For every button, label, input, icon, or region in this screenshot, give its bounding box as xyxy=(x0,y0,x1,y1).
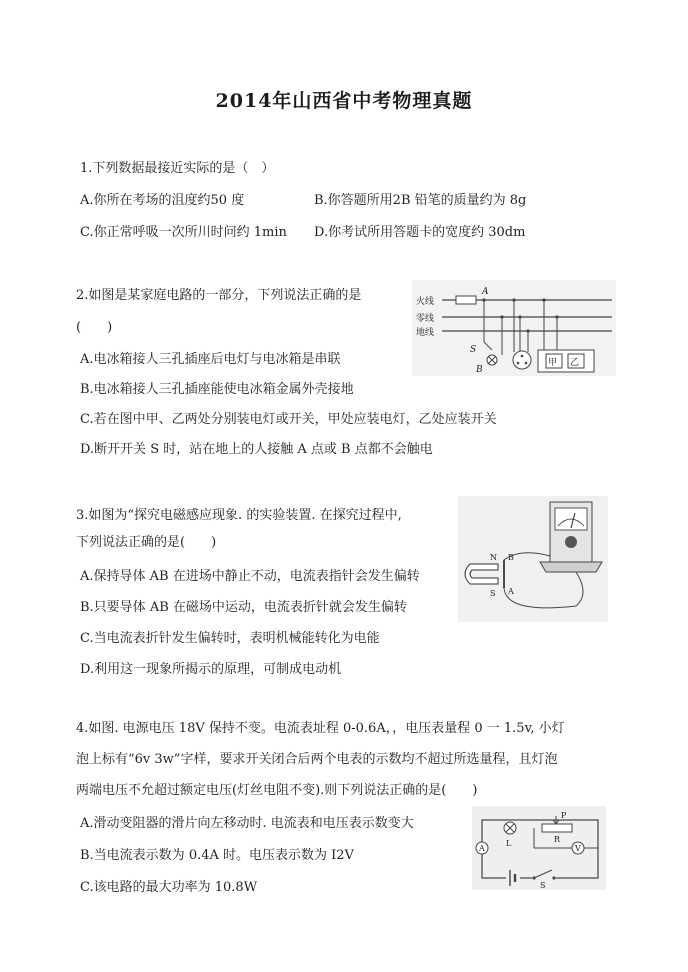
q4-stem-line1: 4.如图. 电源电压 18V 保持不变。电流表址程 0-0.6A，，电压表量程 0 一 1.5v, 小灯 xyxy=(76,721,565,736)
q2-answer-paren: ( ) xyxy=(76,320,113,335)
magnet-n-label: N xyxy=(490,553,497,562)
magnet-s-label: S xyxy=(490,589,496,598)
q2-stem: 2.如图是某家庭电路的一部分，下列说法正确的是 xyxy=(76,288,362,303)
point-a-label: A xyxy=(482,287,489,297)
q1-stem: 1.下列数据最接近实际的是（ ） xyxy=(80,161,275,176)
q4-stem-line3: 两端电压不允超过额定电压(灯丝电阻不变).则下列说法正确的是( ) xyxy=(76,783,478,798)
conductor-b-label: B xyxy=(508,553,514,562)
page-title: 2014年山西省中考物理真题 xyxy=(215,90,473,112)
neutral-wire-label: 零线 xyxy=(416,314,435,324)
switch-s-label: S xyxy=(470,345,477,355)
fuse xyxy=(456,296,476,304)
q3-option-a: A.保持导体 AB 在进场中静止不动，电流表指针会发生偏转 xyxy=(80,569,420,584)
position-jia-label: 甲 xyxy=(548,358,558,368)
voltmeter-v-label: V xyxy=(575,844,581,853)
q4-option-c: C.该电路的最大功率为 10.8W xyxy=(80,880,258,895)
q2-option-d: D.断开开关 S 时，站在地上的人接触 A 点或 B 点都不会触电 xyxy=(80,442,433,457)
point-b-label: B xyxy=(476,365,483,375)
q3-option-d: D.利用这一现象所揭示的原理，可制成电动机 xyxy=(80,662,342,677)
switch-s-label: S xyxy=(540,881,546,890)
q2-option-b: B.电冰箱接人三孔插座能使电冰箱金属外壳接地 xyxy=(80,382,354,397)
q1-option-a: A.你所在考场的沮度约50 度 xyxy=(80,193,245,208)
q2-option-c: C.若在图中甲、乙两处分别装电灯或开关，甲处应装电灯，乙处应装开关 xyxy=(80,412,497,427)
live-wire-label: 火线 xyxy=(416,297,435,307)
q2-option-a: A.电冰箱接人三孔插座后电灯与电冰箱是串联 xyxy=(80,352,341,367)
q3-option-c: C.当电流表折针发生偏转时，表明机械能转化为电能 xyxy=(80,631,380,646)
q1-option-d: D.你考试所用答题卡的宽度约 30dm xyxy=(314,225,526,240)
q1-option-c: C.你正常呼吸一次所川时问约 1min xyxy=(80,225,287,240)
electromagnetic-induction-figure xyxy=(458,496,608,622)
q3-stem-line1: 3.如图为“探究电磁感应现象. 的实验装置. 在探究过程中, xyxy=(76,508,402,523)
three-pin-socket-icon xyxy=(513,351,531,369)
lamp-l-label: L xyxy=(506,839,512,848)
q4-option-a: A.滑动变阻器的滑片向左移动时. 电流表和电压表示数变大 xyxy=(80,816,414,831)
q3-option-b: B.只要导体 AB 在磁场中运动，电流表折针就会发生偏转 xyxy=(80,600,407,615)
series-circuit-figure xyxy=(472,806,606,890)
rheostat xyxy=(542,824,572,832)
household-circuit-figure xyxy=(412,280,616,376)
ammeter-a-label: A xyxy=(479,844,485,853)
q4-stem-line2: 泡上标有“6v 3w”字样，要求开关闭合后两个电表的示数均不超过所选量程，且灯泡 xyxy=(76,752,558,767)
q4-option-b: B.当电流表示数为 0.4A 时。电压表示数为 I2V xyxy=(80,848,354,863)
conductor-a-label: A xyxy=(508,587,514,596)
q1-option-b: B.你答题所用2B 铅笔的质量约为 8g xyxy=(314,193,527,208)
ground-wire-label: 地线 xyxy=(416,328,435,338)
slider-p-label: P xyxy=(561,811,567,820)
q3-stem-line2: 下列说法正确的是( ) xyxy=(76,535,217,550)
position-yi-label: 乙 xyxy=(570,358,580,368)
rheostat-r-label: R xyxy=(554,835,561,844)
